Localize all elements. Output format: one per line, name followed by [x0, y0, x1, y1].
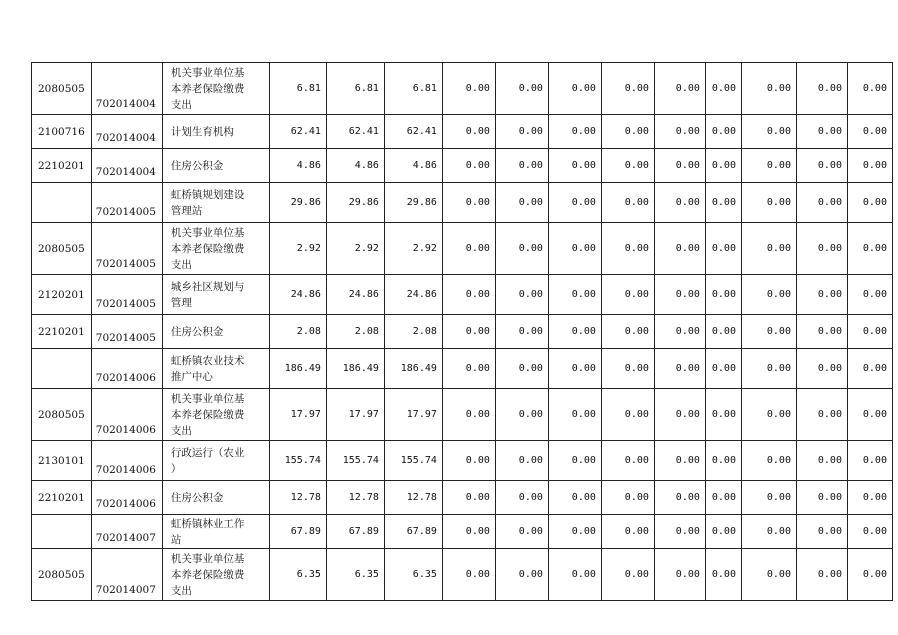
function-code-cell: 2080505: [32, 223, 92, 275]
amount-cell: 0.00: [705, 149, 741, 183]
amount-cell: 0.00: [601, 389, 654, 441]
amount-cell: 4.86: [269, 149, 326, 183]
table-row: [32, 315, 893, 349]
amount-cell: 0.00: [654, 481, 705, 515]
amount-cell: 0.00: [847, 481, 892, 515]
item-name-cell: 机关事业单位基 本养老保险缴费 支出: [162, 63, 269, 115]
amount-cell: 0.00: [741, 389, 796, 441]
unit-code-cell: 702014004: [91, 149, 162, 183]
amount-cell: 0.00: [548, 481, 601, 515]
item-name-cell: 城乡社区规划与 管理: [162, 275, 269, 315]
amount-cell: 6.35: [326, 549, 384, 601]
amount-cell: 0.00: [847, 315, 892, 349]
amount-cell: 67.89: [326, 515, 384, 549]
amount-cell: 12.78: [384, 481, 442, 515]
unit-code-cell: 702014006: [91, 389, 162, 441]
amount-cell: 0.00: [847, 63, 892, 115]
amount-cell: 0.00: [548, 115, 601, 149]
item-name-cell: 机关事业单位基 本养老保险缴费 支出: [162, 549, 269, 601]
amount-cell: 0.00: [601, 275, 654, 315]
item-name-cell: 虹桥镇林业工作 站: [162, 515, 269, 549]
amount-cell: 0.00: [495, 549, 548, 601]
amount-cell: 0.00: [442, 515, 495, 549]
unit-code-cell: 702014004: [91, 115, 162, 149]
amount-cell: 0.00: [601, 349, 654, 389]
amount-cell: 0.00: [796, 389, 847, 441]
amount-cell: 0.00: [495, 223, 548, 275]
amount-cell: 0.00: [495, 515, 548, 549]
unit-code-cell: 702014006: [91, 349, 162, 389]
unit-code-cell: 702014005: [91, 223, 162, 275]
amount-cell: 0.00: [601, 441, 654, 481]
amount-cell: 0.00: [741, 349, 796, 389]
item-name-cell: 计划生育机构: [162, 115, 269, 149]
amount-cell: 0.00: [654, 149, 705, 183]
amount-cell: 0.00: [796, 481, 847, 515]
amount-cell: 0.00: [796, 549, 847, 601]
unit-code-cell: 702014006: [91, 441, 162, 481]
table-row: [32, 441, 893, 481]
amount-cell: 67.89: [269, 515, 326, 549]
amount-cell: 0.00: [495, 149, 548, 183]
unit-code-cell: 702014005: [91, 275, 162, 315]
unit-code-cell: 702014005: [91, 315, 162, 349]
amount-cell: 0.00: [741, 223, 796, 275]
amount-cell: 0.00: [741, 481, 796, 515]
amount-cell: 0.00: [741, 183, 796, 223]
amount-cell: 4.86: [384, 149, 442, 183]
amount-cell: 0.00: [654, 515, 705, 549]
unit-code-cell: 702014006: [91, 481, 162, 515]
amount-cell: 155.74: [384, 441, 442, 481]
function-code-cell: 2080505: [32, 389, 92, 441]
unit-code-cell: 702014007: [91, 515, 162, 549]
table-row: [32, 515, 893, 549]
amount-cell: 24.86: [384, 275, 442, 315]
amount-cell: 0.00: [847, 183, 892, 223]
amount-cell: 0.00: [796, 275, 847, 315]
amount-cell: 0.00: [601, 63, 654, 115]
function-code-cell: 2080505: [32, 63, 92, 115]
amount-cell: 62.41: [269, 115, 326, 149]
amount-cell: 4.86: [326, 149, 384, 183]
table-row: [32, 149, 893, 183]
amount-cell: 0.00: [847, 389, 892, 441]
function-code-cell: [32, 183, 92, 223]
unit-code-cell: 702014005: [91, 183, 162, 223]
amount-cell: 0.00: [495, 315, 548, 349]
amount-cell: 0.00: [705, 223, 741, 275]
amount-cell: 186.49: [384, 349, 442, 389]
amount-cell: 0.00: [847, 275, 892, 315]
amount-cell: 0.00: [601, 115, 654, 149]
function-code-cell: 2130101: [32, 441, 92, 481]
amount-cell: 0.00: [495, 115, 548, 149]
amount-cell: 0.00: [705, 315, 741, 349]
amount-cell: 2.92: [326, 223, 384, 275]
amount-cell: 0.00: [442, 549, 495, 601]
function-code-cell: 2100716: [32, 115, 92, 149]
amount-cell: 0.00: [654, 389, 705, 441]
amount-cell: 0.00: [796, 223, 847, 275]
function-code-cell: 2120201: [32, 275, 92, 315]
item-name-cell: 住房公积金: [162, 315, 269, 349]
amount-cell: 0.00: [442, 481, 495, 515]
amount-cell: 6.81: [269, 63, 326, 115]
amount-cell: 0.00: [548, 275, 601, 315]
amount-cell: 0.00: [741, 515, 796, 549]
amount-cell: 0.00: [796, 115, 847, 149]
amount-cell: 0.00: [654, 349, 705, 389]
item-name-cell: 行政运行（农业 ）: [162, 441, 269, 481]
amount-cell: 29.86: [384, 183, 442, 223]
amount-cell: 0.00: [847, 223, 892, 275]
amount-cell: 0.00: [654, 115, 705, 149]
amount-cell: 0.00: [548, 515, 601, 549]
amount-cell: 0.00: [654, 315, 705, 349]
amount-cell: 0.00: [601, 481, 654, 515]
amount-cell: 0.00: [548, 149, 601, 183]
amount-cell: 62.41: [384, 115, 442, 149]
table-row: [32, 389, 893, 441]
amount-cell: 0.00: [548, 389, 601, 441]
amount-cell: 0.00: [705, 549, 741, 601]
amount-cell: 0.00: [741, 315, 796, 349]
amount-cell: 0.00: [705, 515, 741, 549]
amount-cell: 0.00: [495, 349, 548, 389]
amount-cell: 0.00: [741, 441, 796, 481]
table-row: [32, 183, 893, 223]
amount-cell: 0.00: [796, 349, 847, 389]
amount-cell: 0.00: [495, 441, 548, 481]
amount-cell: 0.00: [741, 115, 796, 149]
amount-cell: 0.00: [847, 441, 892, 481]
table-row: [32, 275, 893, 315]
amount-cell: 0.00: [796, 149, 847, 183]
amount-cell: 2.08: [384, 315, 442, 349]
amount-cell: 0.00: [495, 183, 548, 223]
amount-cell: 0.00: [705, 389, 741, 441]
function-code-cell: 2210201: [32, 315, 92, 349]
amount-cell: 0.00: [741, 275, 796, 315]
amount-cell: 0.00: [847, 115, 892, 149]
amount-cell: 0.00: [741, 149, 796, 183]
amount-cell: 67.89: [384, 515, 442, 549]
amount-cell: 0.00: [741, 63, 796, 115]
amount-cell: 0.00: [548, 315, 601, 349]
amount-cell: 0.00: [705, 183, 741, 223]
amount-cell: 0.00: [654, 275, 705, 315]
table-body: [32, 63, 893, 601]
table-row: [32, 63, 893, 115]
amount-cell: 6.81: [326, 63, 384, 115]
item-name-cell: 住房公积金: [162, 481, 269, 515]
function-code-cell: 2210201: [32, 481, 92, 515]
amount-cell: 2.08: [269, 315, 326, 349]
amount-cell: 0.00: [705, 481, 741, 515]
amount-cell: 0.00: [705, 441, 741, 481]
amount-cell: 0.00: [847, 549, 892, 601]
amount-cell: 0.00: [601, 315, 654, 349]
amount-cell: 0.00: [495, 389, 548, 441]
function-code-cell: 2080505: [32, 549, 92, 601]
amount-cell: 12.78: [269, 481, 326, 515]
amount-cell: 0.00: [442, 315, 495, 349]
table-row: [32, 223, 893, 275]
amount-cell: 17.97: [326, 389, 384, 441]
amount-cell: 0.00: [705, 349, 741, 389]
table-row: [32, 115, 893, 149]
amount-cell: 0.00: [654, 63, 705, 115]
amount-cell: 155.74: [326, 441, 384, 481]
amount-cell: 0.00: [601, 515, 654, 549]
amount-cell: 29.86: [269, 183, 326, 223]
item-name-cell: 住房公积金: [162, 149, 269, 183]
amount-cell: 0.00: [741, 549, 796, 601]
amount-cell: 0.00: [847, 349, 892, 389]
amount-cell: 0.00: [705, 115, 741, 149]
unit-code-cell: 702014004: [91, 63, 162, 115]
amount-cell: 155.74: [269, 441, 326, 481]
table-row: [32, 549, 893, 601]
amount-cell: 0.00: [548, 549, 601, 601]
amount-cell: 0.00: [654, 549, 705, 601]
amount-cell: 24.86: [326, 275, 384, 315]
amount-cell: 0.00: [495, 481, 548, 515]
amount-cell: 0.00: [442, 115, 495, 149]
amount-cell: 0.00: [442, 149, 495, 183]
amount-cell: 0.00: [847, 515, 892, 549]
amount-cell: 17.97: [384, 389, 442, 441]
amount-cell: 62.41: [326, 115, 384, 149]
item-name-cell: 机关事业单位基 本养老保险缴费 支出: [162, 389, 269, 441]
amount-cell: 2.92: [384, 223, 442, 275]
amount-cell: 0.00: [548, 63, 601, 115]
amount-cell: 0.00: [495, 63, 548, 115]
amount-cell: 0.00: [601, 223, 654, 275]
table-row: [32, 349, 893, 389]
function-code-cell: [32, 349, 92, 389]
unit-code-cell: 702014007: [91, 549, 162, 601]
amount-cell: 0.00: [796, 315, 847, 349]
item-name-cell: 虹桥镇规划建设 管理站: [162, 183, 269, 223]
amount-cell: 0.00: [548, 441, 601, 481]
amount-cell: 0.00: [548, 223, 601, 275]
function-code-cell: [32, 515, 92, 549]
amount-cell: 186.49: [269, 349, 326, 389]
amount-cell: 0.00: [796, 515, 847, 549]
function-code-cell: 2210201: [32, 149, 92, 183]
amount-cell: 6.35: [269, 549, 326, 601]
amount-cell: 0.00: [601, 183, 654, 223]
budget-table: [31, 62, 893, 601]
amount-cell: 0.00: [442, 441, 495, 481]
amount-cell: 0.00: [796, 441, 847, 481]
amount-cell: 6.81: [384, 63, 442, 115]
item-name-cell: 虹桥镇农业技术 推广中心: [162, 349, 269, 389]
amount-cell: 0.00: [654, 441, 705, 481]
amount-cell: 2.92: [269, 223, 326, 275]
amount-cell: 0.00: [442, 223, 495, 275]
amount-cell: 0.00: [654, 223, 705, 275]
amount-cell: 0.00: [796, 183, 847, 223]
amount-cell: 0.00: [705, 63, 741, 115]
amount-cell: 12.78: [326, 481, 384, 515]
amount-cell: 0.00: [601, 149, 654, 183]
amount-cell: 0.00: [442, 389, 495, 441]
amount-cell: 0.00: [601, 549, 654, 601]
amount-cell: 0.00: [442, 63, 495, 115]
amount-cell: 0.00: [442, 275, 495, 315]
amount-cell: 0.00: [847, 149, 892, 183]
amount-cell: 17.97: [269, 389, 326, 441]
amount-cell: 24.86: [269, 275, 326, 315]
amount-cell: 0.00: [548, 349, 601, 389]
amount-cell: 0.00: [495, 275, 548, 315]
amount-cell: 0.00: [548, 183, 601, 223]
amount-cell: 0.00: [442, 183, 495, 223]
amount-cell: 6.35: [384, 549, 442, 601]
amount-cell: 0.00: [654, 183, 705, 223]
item-name-cell: 机关事业单位基 本养老保险缴费 支出: [162, 223, 269, 275]
amount-cell: 186.49: [326, 349, 384, 389]
amount-cell: 0.00: [442, 349, 495, 389]
amount-cell: 0.00: [796, 63, 847, 115]
amount-cell: 0.00: [705, 275, 741, 315]
amount-cell: 29.86: [326, 183, 384, 223]
amount-cell: 2.08: [326, 315, 384, 349]
table-row: [32, 481, 893, 515]
